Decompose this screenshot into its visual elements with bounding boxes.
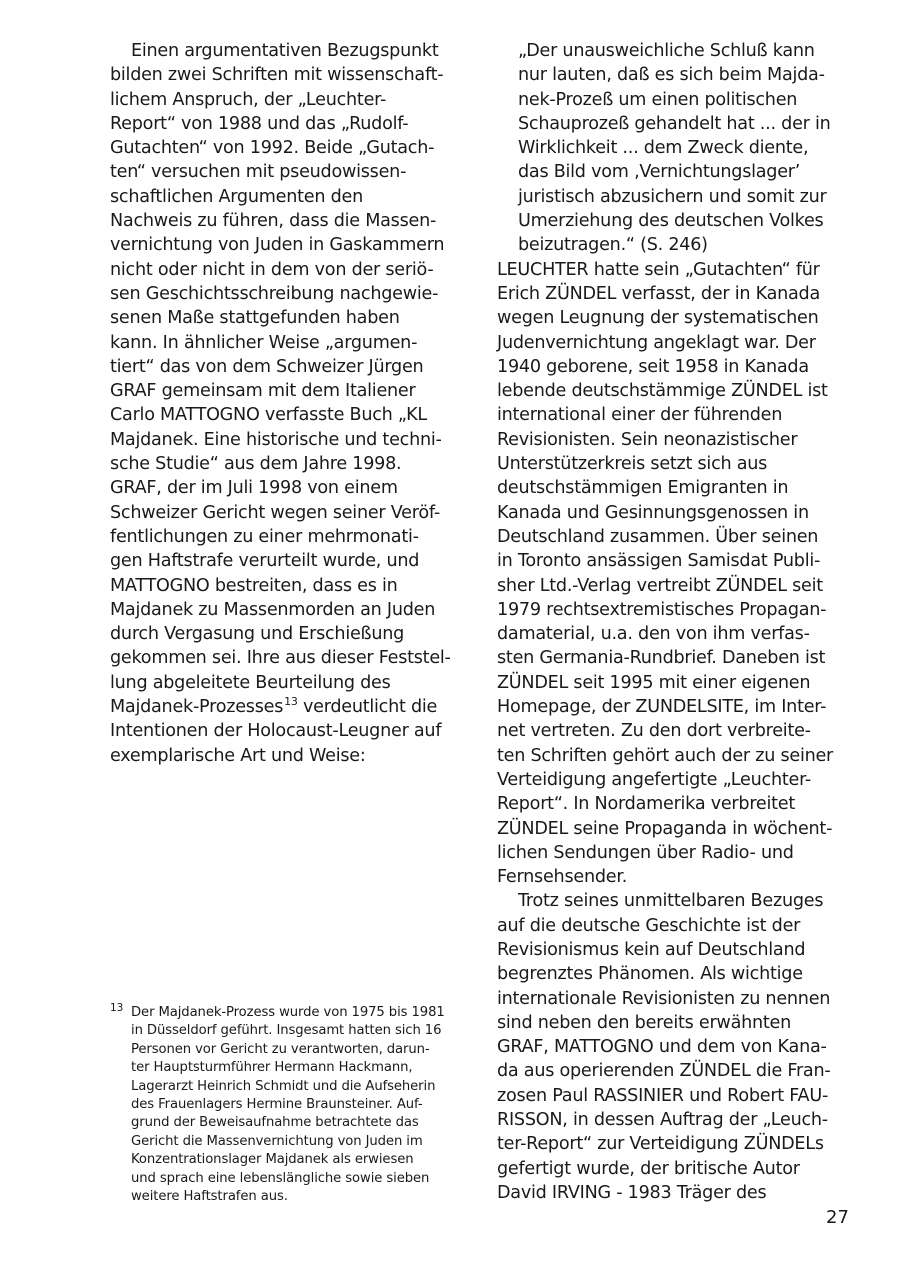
text-line: tiert“ das von dem Schweizer Jürgen [110, 356, 424, 377]
text-line: ten“ versuchen mit pseudowissen- [110, 162, 407, 183]
text-line: sind neben den bereits erwähnten [497, 1012, 792, 1033]
text-line: GRAF, MATTOGNO und dem von Kana- [497, 1037, 827, 1058]
text-line: vernichtung von Juden in Gaskammern [110, 235, 445, 256]
quote-line: Schauprozeß gehandelt hat ... der in [518, 113, 831, 134]
text-line: Deutschland zusammen. Über seinen [497, 526, 819, 547]
text-line: net vertreten. Zu den dort verbreite- [497, 721, 811, 742]
text-line: kann. In ähnlicher Weise „argumen- [110, 332, 418, 353]
text-line: lichem Anspruch, der „Leuchter- [110, 89, 387, 110]
footnote-number: 13 [110, 1002, 124, 1014]
text-line: Revisionisten. Sein neonazistischer [497, 429, 798, 450]
text-line: Report“ von 1988 und das „Rudolf- [110, 113, 409, 134]
text-line: Majdanek. Eine historische und techni- [110, 429, 442, 450]
text-line: auf die deutsche Geschichte ist der [497, 915, 801, 936]
text-line: lebende deutschstämmige ZÜNDEL ist [497, 381, 828, 402]
text-line: Majdanek zu Massenmorden an Juden [110, 599, 436, 620]
text-line: bilden zwei Schriften mit wissenschaft- [110, 65, 444, 86]
footnote-line: in Düsseldorf geführt. Insgesamt hatten sich 16 [131, 1023, 442, 1039]
text-line: Revisionismus kein auf Deutschland [497, 939, 806, 960]
quote-line: Wirklichkeit ... dem Zweck diente, [518, 138, 809, 159]
text-line: nicht oder nicht in dem von der seriö- [110, 259, 434, 280]
text-line: sche Studie“ aus dem Jahre 1998. [110, 454, 402, 475]
quote-line: nek-Prozeß um einen politischen [518, 89, 798, 110]
text-line: MATTOGNO bestreiten, dass es in [110, 575, 398, 596]
quote-line: nur lauten, daß es sich beim Majda- [518, 65, 825, 86]
text-line: Homepage, der ZUNDELSITE, im Inter- [497, 697, 827, 718]
text-line: 1940 geborene, seit 1958 in Kanada [497, 356, 809, 377]
text-line: fentlichungen zu einer mehrmonati- [110, 526, 419, 547]
text-line: Einen argumentativen Bezugspunkt [131, 41, 439, 61]
text-line: GRAF gemeinsam mit dem Italiener [110, 381, 416, 402]
text-line: Trotz seines unmittelbaren Bezuges [518, 891, 824, 912]
text-line: lung abgeleitete Beurteilung des [110, 672, 391, 693]
text-line: ZÜNDEL seit 1995 mit einer eigenen [497, 672, 811, 693]
text-line: gen Haftstrafe verurteilt wurde, und [110, 551, 420, 572]
text-line: gekommen sei. Ihre aus dieser Feststel- [110, 648, 451, 669]
text-line: RISSON, in dessen Auftrag der „Leuch- [497, 1110, 828, 1131]
text-line: 1979 rechtsextremistisches Propagan- [497, 599, 827, 620]
quote-line: Umerziehung des deutschen Volkes [518, 211, 824, 232]
text-line: David IRVING - 1983 Träger des [497, 1182, 767, 1203]
right-column [497, 39, 865, 1205]
footnote-line: ter Hauptsturmführer Hermann Hackmann, [131, 1060, 413, 1076]
text-line: Kanada und Gesinnungsgenossen in [497, 502, 809, 523]
text-fragment: verdeutlicht die [297, 697, 438, 718]
text-line: deutschstämmigen Emigranten in [497, 478, 789, 499]
text-line: Erich ZÜNDEL verfasst, der in Kanada [497, 283, 821, 304]
text-line: LEUCHTER hatte sein „Gutachten“ für [497, 259, 820, 280]
text-line: Report“. In Nordamerika verbreitet [497, 794, 796, 815]
text-line: Carlo MATTOGNO verfasste Buch „KL [110, 405, 427, 426]
footnote-line: weitere Haftstrafen aus. [131, 1188, 288, 1204]
text-line: durch Vergasung und Erschießung [110, 624, 405, 645]
quote-line: das Bild vom ‚Vernichtungslager’ [518, 162, 801, 183]
text-line: ter-Report“ zur Verteidigung ZÜNDELs [497, 1134, 824, 1155]
quote-line: juristisch abzusichern und somit zur [518, 186, 827, 207]
text-line: Unterstützerkreis setzt sich aus [497, 454, 768, 475]
text-line: gefertigt wurde, der britische Autor [497, 1158, 800, 1179]
page-number: 27 [826, 1207, 849, 1228]
text-line: Gutachten“ von 1992. Beide „Gutach- [110, 138, 435, 159]
text-line: senen Maße stattgefunden haben [110, 308, 400, 329]
text-line: schaftlichen Argumenten den [110, 186, 363, 207]
text-line: zosen Paul RASSINIER und Robert FAU- [497, 1085, 829, 1106]
text-line: exemplarische Art und Weise: [110, 745, 366, 766]
text-line: ten Schriften gehört auch der zu seiner [497, 745, 834, 766]
footnote-line: Der Majdanek-Prozess wurde von 1975 bis 1981 [131, 1005, 445, 1020]
text-line: Judenvernichtung angeklagt war. Der [497, 332, 816, 353]
footnote-line: Gericht die Massenvernichtung von Juden im [131, 1133, 423, 1149]
footnote-reference[interactable]: 13 [284, 695, 298, 709]
text-line: Nachweis zu führen, dass die Massen- [110, 211, 437, 232]
text-line: da aus operierenden ZÜNDEL die Fran- [497, 1061, 831, 1082]
footnote-line: und sprach eine lebenslängliche sowie sieben [131, 1170, 430, 1186]
footnote-line: des Frauenlagers Hermine Braunsteiner. Auf- [131, 1096, 423, 1112]
text-line: GRAF, der im Juli 1998 von einem [110, 478, 398, 499]
text-line: begrenztes Phänomen. Als wichtige [497, 964, 803, 985]
text-line: international einer der führenden [497, 405, 783, 426]
footnote-line: Personen vor Gericht zu verantworten, darun- [131, 1041, 430, 1057]
text-line: in Toronto ansässigen Samisdat Publi- [497, 551, 821, 572]
text-line: sen Geschichtsschreibung nachgewie- [110, 283, 439, 304]
left-column [110, 39, 478, 768]
footnote-line: grund der Beweisaufnahme betrachtete das [131, 1115, 419, 1131]
text-line: sten Germania-Rundbrief. Daneben ist [497, 648, 826, 669]
quote-line: beizutragen.“ (S. 246) [518, 235, 708, 256]
text-line: ZÜNDEL seine Propaganda in wöchent- [497, 818, 833, 839]
text-line-with-footnote [110, 695, 478, 719]
text-line: lichen Sendungen über Radio- und [497, 842, 794, 863]
footnote-line: Konzentrationslager Majdanek als erwiesen [131, 1152, 414, 1168]
text-line: Verteidigung angefertigte „Leuchter- [497, 769, 812, 790]
text-line: Fernsehsender. [497, 867, 628, 888]
footnote [110, 1004, 482, 1206]
quote-line: „Der unausweichliche Schluß kann [518, 41, 815, 61]
footnote-line: Lagerarzt Heinrich Schmidt und die Aufseherin [131, 1078, 436, 1094]
text-line: wegen Leugnung der systematischen [497, 308, 819, 329]
text-line: Intentionen der Holocaust-Leugner auf [110, 721, 442, 742]
text-line: Schweizer Gericht wegen seiner Veröf- [110, 502, 440, 523]
text-fragment: Majdanek-Prozesses [110, 697, 284, 718]
text-line: sher Ltd.-Verlag vertreibt ZÜNDEL seit [497, 575, 823, 596]
text-line: internationale Revisionisten zu nennen [497, 988, 831, 1009]
text-line: damaterial, u.a. den von ihm verfas- [497, 624, 810, 645]
